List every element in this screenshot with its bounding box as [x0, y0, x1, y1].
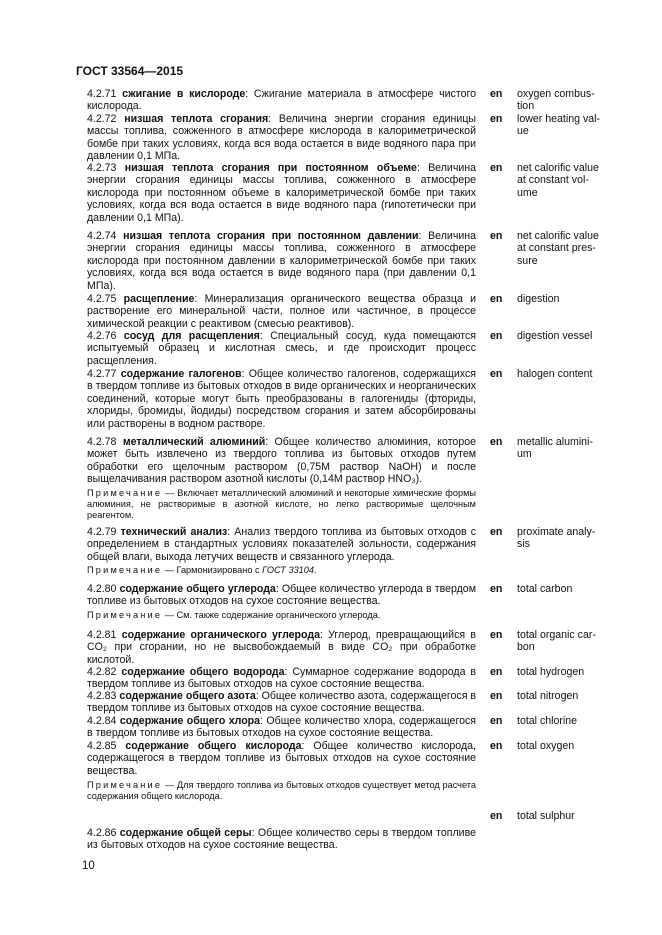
term-number: 4.2.85: [87, 740, 117, 752]
term-definition-text: : Общее количество азота, содержащегося в твердом топливе из бытовых отходов на сухое состояние вещества.: [87, 690, 477, 715]
term-definition: [87, 583, 476, 608]
term-definition: [87, 368, 476, 430]
language-label: en: [490, 526, 503, 538]
term-definition: [87, 436, 476, 486]
term-number: 4.2.79: [87, 526, 117, 538]
language-label: en: [490, 293, 503, 305]
term-name: содержание общего хлора: [119, 715, 261, 727]
language-label: en: [490, 629, 503, 641]
term-name: содержание общей серы: [119, 827, 252, 839]
note-text: — Включает металлический алюминий и некоторые химические формы алюминия, не растворимые в азотной кислоте, но легко растворимые щелочным реагентом.: [87, 488, 476, 521]
english-term: total organic car-bon: [517, 629, 596, 654]
term-definition-text: : Углерод, превращающийся в CO₂ при сгорании, но не высвобождаемый в виде CO₂ при обработке кислотой.: [87, 629, 476, 666]
term-name: содержание галогенов: [120, 368, 242, 380]
term-definition: [87, 827, 476, 852]
term-definition-text: : Общее количество хлора, содержащегося в твердом топливе из бытовых отходов на сухое состояние вещества.: [87, 715, 477, 740]
term-definition: [87, 162, 476, 224]
language-label: en: [490, 88, 503, 100]
term-definition: [87, 690, 476, 715]
term-definition-text: : Общее количество галогенов, содержащихся в твердом топливе из бытовых отходов в виде органических и неорганических соединений, которые могут быть преобразованы в галогениды (фториды, хлориды, бромиды, йодиды) посредством сгорания и затем абсорбированы или растворены в водном растворе.: [87, 368, 476, 430]
english-term: metallic alumini-um: [517, 436, 593, 461]
term-definition: [87, 666, 476, 691]
english-term: total oxygen: [517, 740, 575, 752]
term-definition: [87, 230, 476, 292]
note-label: Примечание: [87, 488, 163, 498]
term-number: 4.2.86: [87, 827, 117, 839]
english-term: digestion vessel: [517, 330, 593, 342]
term-number: 4.2.83: [87, 690, 117, 702]
english-term: oxygen combus-tion: [517, 88, 595, 113]
term-definition-text: : Сжигание материала в атмосфере чистого кислорода.: [87, 88, 476, 113]
term-definition: [87, 629, 476, 666]
term-definition-text: : Общее количество алюминия, которое может быть извлечено из твердого топлива из бытовых отходов путем обработки его щелочным раствором (0,75М раствор NaOH) и после выщелачивания раствором азотной кислоты (0,14М раствор HNO₃).: [87, 436, 477, 486]
term-name: содержание общего азота: [119, 690, 256, 702]
term-number: 4.2.73: [87, 162, 117, 174]
english-term: total hydrogen: [517, 666, 585, 678]
note-text: — Для твердого топлива из бытовых отходов существует метод расчета содержания общего кислорода.: [87, 780, 476, 802]
term-definition: [87, 113, 476, 163]
page-number: 10: [82, 860, 95, 872]
english-term: net calorific value at constant pres-sure: [517, 230, 599, 267]
term-number: 4.2.74: [87, 230, 117, 242]
term-number: 4.2.72: [87, 113, 117, 125]
note: [87, 610, 476, 621]
term-number: 4.2.82: [87, 666, 117, 678]
term-name: металлический алюминий: [122, 436, 266, 448]
term-number: 4.2.76: [87, 330, 117, 342]
term-definition-text: : Величина энергии сгорания единицы массы топлива, сожженного в атмосфере кислорода при постоянном давлении в калориметрической бомбе при таких условиях, когда вся вода остается в виде водяного пара (при давлении 0,1 МПа).: [87, 230, 477, 292]
term-name: сосуд для расщепления: [123, 330, 260, 342]
language-label: en: [490, 740, 503, 752]
term-definition: [87, 715, 476, 740]
term-number: 4.2.77: [87, 368, 117, 380]
note-text: — Гармонизировано с: [162, 565, 263, 575]
term-name: содержание общего водорода: [121, 666, 285, 678]
language-label: en: [490, 715, 503, 727]
note: [87, 488, 476, 522]
document-header: ГОСТ 33564—2015: [76, 64, 184, 78]
language-label: en: [490, 436, 503, 448]
term-definition: [87, 88, 476, 113]
term-definition: [87, 526, 476, 563]
term-name: технический анализ: [120, 526, 228, 538]
note-label: Примечание: [87, 565, 163, 575]
language-label: en: [490, 583, 503, 595]
english-term: total sulphur: [517, 810, 575, 822]
term-name: низшая теплота сгорания: [124, 113, 269, 125]
language-label: en: [490, 666, 503, 678]
language-label: en: [490, 810, 503, 822]
term-definition-text: : Анализ твердого топлива из бытовых отходов с определением в стандартных условиях показателей зольности, содержания общей влаги, выхода летучих веществ и связанного углерода.: [87, 526, 477, 563]
standard-reference: ГОСТ 33104: [262, 565, 315, 575]
english-term: halogen content: [517, 368, 593, 380]
language-label: en: [490, 330, 503, 342]
english-term: total nitrogen: [517, 690, 579, 702]
term-name: содержание органического углерода: [121, 629, 320, 641]
term-number: 4.2.75: [87, 293, 117, 305]
note-label: Примечание: [87, 610, 163, 620]
english-term: lower heating val-ue: [517, 113, 601, 138]
term-name: содержание общего кислорода: [125, 740, 302, 752]
term-number: 4.2.84: [87, 715, 117, 727]
term-name: низшая теплота сгорания при постоянном объеме: [124, 162, 417, 174]
term-definition-text: : Общее количество углерода в твердом топливе из бытовых отходов на сухое состояние вещества.: [87, 583, 476, 608]
term-definition: [87, 740, 476, 777]
term-definition-text: : Величина энергии сгорания единицы массы топлива, сожженного в атмосфере кислорода при постоянном объеме в калориметрической бомбе при таких условиях, когда вся вода остается в виде водяного пара (гипотетически при давлении 0,1 МПа).: [87, 162, 477, 224]
term-number: 4.2.71: [87, 88, 117, 100]
note-tail: .: [314, 565, 317, 575]
language-label: en: [490, 230, 503, 242]
english-term: net calorific value at constant vol-ume: [517, 162, 599, 199]
term-definition-text: : Минерализация органического вещества образца и растворение его минеральной части, полное или частичное, в процессе химической реакции с реактивом (смесью реактивов).: [87, 293, 476, 330]
english-term: digestion: [517, 293, 560, 305]
term-number: 4.2.80: [87, 583, 117, 595]
note-text: — См. также содержание органического углерода.: [162, 610, 381, 620]
term-definition-text: : Специальный сосуд, куда помещаются испытуемый образец и кислотная смесь, и где происходит процесс расщепления.: [87, 330, 476, 367]
term-definition: [87, 293, 476, 330]
term-definition-text: : Суммарное содержание водорода в твердом топливе из бытовых отходов на сухое состояние вещества.: [87, 666, 476, 691]
language-label: en: [490, 368, 503, 380]
language-label: en: [490, 162, 503, 174]
term-definition-text: : Величина энергии сгорания единицы массы топлива, сожженного в атмосфере кислорода в калориметрической бомбе при таких условиях, когда вся вода остается в виде водяного пара при давлении 0,1 МПа.: [87, 113, 477, 163]
term-definition: [87, 330, 476, 367]
note: [87, 565, 476, 576]
term-name: содержание общего углерода: [119, 583, 276, 595]
english-term: total carbon: [517, 583, 573, 595]
term-number: 4.2.81: [87, 629, 117, 641]
english-term: proximate analy-sis: [517, 526, 596, 551]
language-label: en: [490, 113, 503, 125]
term-name: сжигание в кислороде: [122, 88, 246, 100]
english-term: total chlorine: [517, 715, 578, 727]
term-definition-text: : Общее количество серы в твердом топливе из бытовых отходов на сухое состояние вещества.: [87, 827, 476, 852]
term-name: низшая теплота сгорания при постоянном давлении: [123, 230, 419, 242]
term-number: 4.2.78: [87, 436, 117, 448]
term-name: расщепление: [123, 293, 195, 305]
note: [87, 780, 476, 802]
language-label: en: [490, 690, 503, 702]
term-definition-text: : Общее количество кислорода, содержащегося в твердом топливе из бытовых отходов на сухое состояние вещества.: [87, 740, 476, 777]
note-label: Примечание: [87, 780, 163, 790]
